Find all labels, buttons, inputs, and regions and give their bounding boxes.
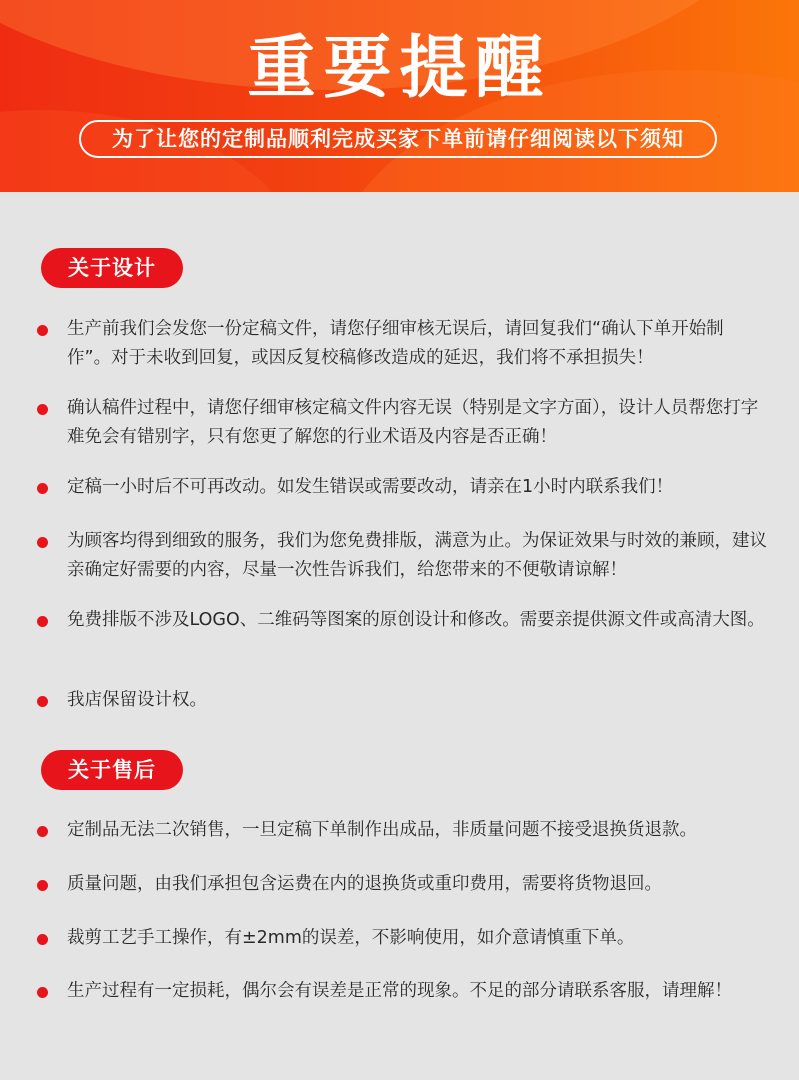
bullet-dot-icon <box>37 404 48 415</box>
bullet-dot-icon <box>37 616 48 627</box>
page-subtitle: 为了让您的定制品顺利完成买家下单前请仔细阅读以下须知 <box>79 120 717 158</box>
bullet-dot-icon <box>37 880 48 891</box>
list-item-text: 定稿一小时后不可再改动。如发生错误或需要改动，请亲在1小时内联系我们！ <box>67 477 674 497</box>
list-item <box>37 816 767 845</box>
bullet-dot-icon <box>37 934 48 945</box>
bullet-dot-icon <box>37 483 48 494</box>
list-item-text: 确认稿件过程中，请您仔细审核定稿文件内容无误（特别是文字方面），设计人员帮您打字难免会有错别字，只有您更了解您的行业术语及内容是否正确！ <box>67 398 759 447</box>
list-item <box>37 473 767 502</box>
section-tag-design: 关于设计 <box>41 248 183 288</box>
bullet-dot-icon <box>37 537 48 548</box>
list-item-text: 生产前我们会发您一份定稿文件，请您仔细审核无误后，请回复我们“确认下单开始制作”。对于未收到回复，或因反复校稿修改造成的延迟，我们将不承担损失！ <box>67 319 724 368</box>
list-item <box>37 977 767 1006</box>
page-title: 重要提醒 <box>247 29 552 108</box>
header-banner <box>0 0 799 192</box>
bullet-dot-icon <box>37 826 48 837</box>
bullet-dot-icon <box>37 696 48 707</box>
list-item <box>37 870 767 899</box>
list-item <box>37 924 767 953</box>
list-item-text: 质量问题，由我们承担包含运费在内的退换货或重印费用，需要将货物退回。 <box>67 874 662 894</box>
list-item-text: 定制品无法二次销售，一旦定稿下单制作出成品，非质量问题不接受退换货退款。 <box>67 820 697 840</box>
list-item <box>37 606 767 635</box>
bullet-dot-icon <box>37 987 48 998</box>
list-item <box>37 686 767 715</box>
list-item-text: 我店保留设计权。 <box>67 690 207 710</box>
list-item-text: 免费排版不涉及LOGO、二维码等图案的原创设计和修改。需要亲提供源文件或高清大图。 <box>67 610 765 630</box>
list-item-text: 裁剪工艺手工操作，有±2mm的误差，不影响使用，如介意请慎重下单。 <box>67 928 635 948</box>
bullet-dot-icon <box>37 325 48 336</box>
list-item-text: 为顾客均得到细致的服务，我们为您免费排版，满意为止。为保证效果与时效的兼顾，建议亲确定好需要的内容，尽量一次性告诉我们，给您带来的不便敬请谅解！ <box>67 531 767 580</box>
list-item <box>37 527 767 585</box>
list-item-text: 生产过程有一定损耗，偶尔会有误差是正常的现象。不足的部分请联系客服，请理解！ <box>67 981 732 1001</box>
list-item <box>37 315 767 373</box>
section-tag-aftersales: 关于售后 <box>41 750 183 790</box>
list-item <box>37 394 767 452</box>
